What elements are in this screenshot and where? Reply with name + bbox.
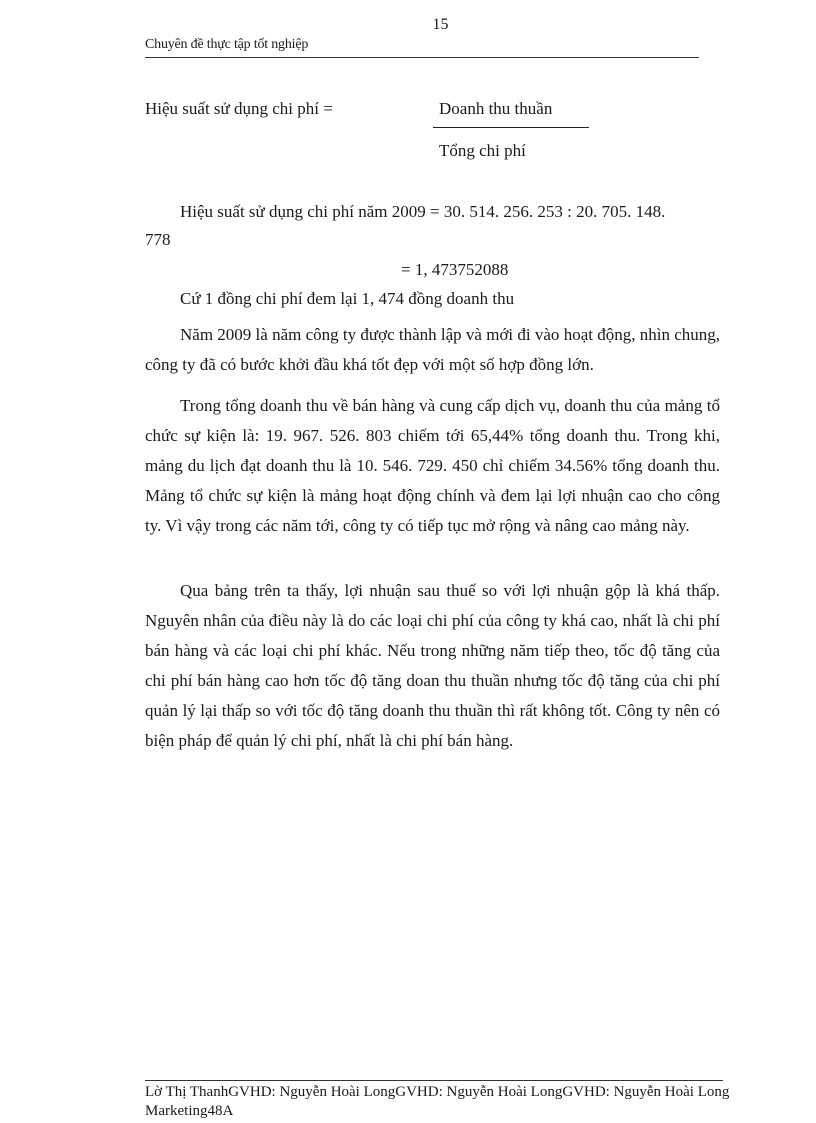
footer-author-line: Lờ Thị ThanhGVHD: Nguyễn Hoài LongGVHD: Nguyễn Hoài LongGVHD: Nguyễn Hoài Long	[145, 1084, 730, 1100]
header-rule	[145, 57, 699, 58]
calculation-result: = 1, 473752088	[401, 260, 509, 279]
calculation-conclusion: Cứ 1 đồng chi phí đem lại 1, 474 đồng doanh thu	[180, 289, 515, 308]
formula-denominator: Tổng chi phí	[439, 141, 526, 160]
calculation-line-continued: 778	[145, 230, 171, 249]
paragraph	[145, 576, 720, 756]
formula-label: Hiệu suất sử dụng chi phí =	[145, 99, 333, 118]
header-title: Chuyên đề thực tập tốt nghiệp	[145, 37, 309, 52]
paragraph-text: Qua bảng trên ta thấy, lợi nhuận sau thuế so với lợi nhuận gộp là khá thấp. Nguyên nhân của điều này là do các loại chi phí của công ty khá cao, nhất là chi phí bán hàng và các loại chi phí khác. Nếu trong những năm tiếp theo, tốc độ tăng của chi phí bán hàng cao hơn tốc độ tăng doan thu thuần nhưng tốc độ tăng của chi phí quản lý lại thấp so với tốc độ tăng doanh thu thuần thì rất không tốt. Công ty nên có biện pháp để quản lý chi phí, nhất là chi phí bán hàng.	[145, 581, 720, 750]
fraction-bar	[433, 127, 589, 128]
formula-numerator: Doanh thu thuần	[439, 99, 553, 118]
paragraph	[145, 391, 720, 541]
page-number: 15	[432, 16, 449, 33]
paragraph-text: Trong tổng doanh thu về bán hàng và cung cấp dịch vụ, doanh thu của mảng tổ chức sự kiện là: 19. 967. 526. 803 chiếm tới 65,44% tổng doanh thu. Trong khi, mảng du lịch đạt doanh thu là 10. 546. 729. 450 chỉ chiếm 34.56% tổng doanh thu. Mảng tổ chức sự kiện là mảng hoạt động chính và đem lại lợi nhuận cao cho công ty. Vì vậy trong các năm tới, công ty có tiếp tục mở rộng và nâng cao mảng này.	[145, 396, 720, 535]
footer-class-line: Marketing48A	[145, 1103, 234, 1119]
footer-rule	[145, 1080, 723, 1081]
paragraph	[145, 320, 720, 380]
calculation-line: Hiệu suất sử dụng chi phí năm 2009 = 30. 514. 256. 253 : 20. 705. 148.	[180, 202, 666, 221]
paragraph-text: Năm 2009 là năm công ty được thành lập và mới đi vào hoạt động, nhìn chung, công ty đã có bước khởi đầu khá tốt đẹp với một số hợp đồng lớn.	[145, 325, 720, 374]
